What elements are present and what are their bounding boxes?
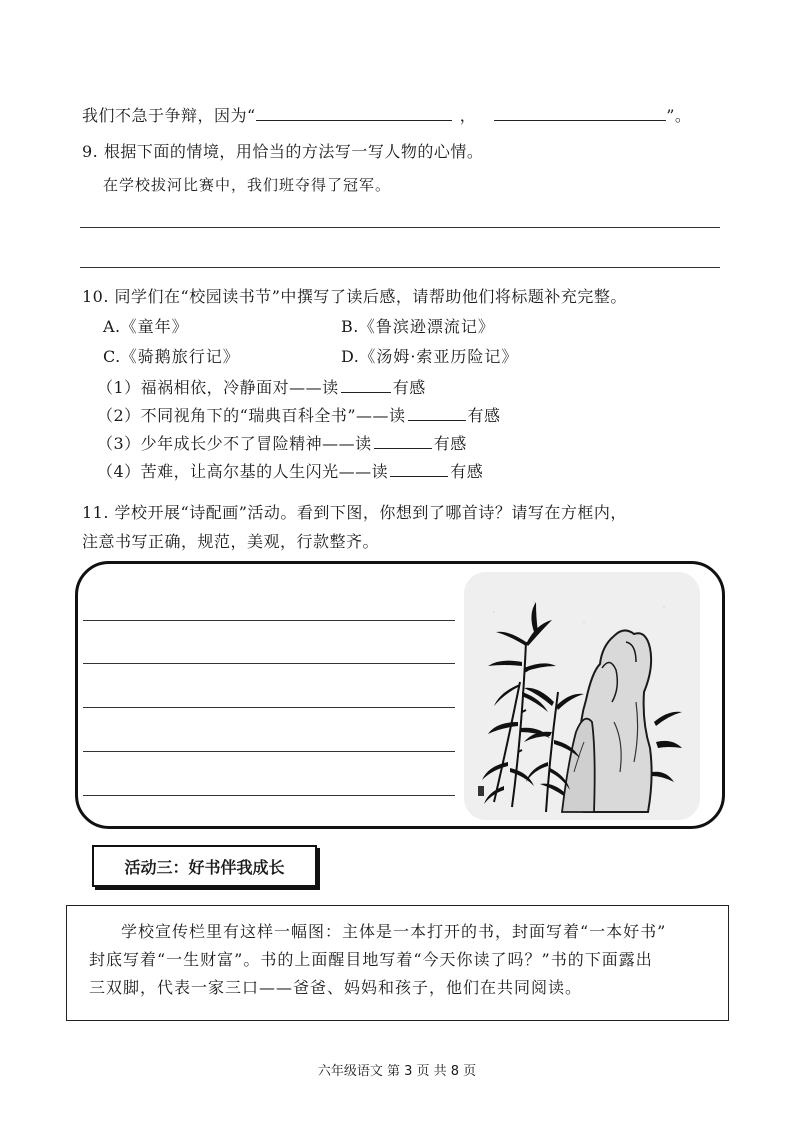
q8-lead-text: 我们不急于争辩，因为“ — [82, 106, 256, 125]
item-blank[interactable] — [390, 475, 448, 477]
notice-line-3: 三双脚，代表一家三口——爸爸、妈妈和孩子，他们在共同阅读。 — [89, 978, 583, 997]
option-title: 《童年》 — [120, 317, 189, 336]
option-title: 《鲁滨逊漂流记》 — [358, 317, 495, 336]
q10-item-4 — [97, 459, 483, 482]
item-suffix: 有感 — [433, 434, 467, 453]
q10-option-b — [341, 314, 495, 337]
item-suffix: 有感 — [392, 378, 426, 397]
q8-comma: ， — [459, 106, 477, 125]
option-letter: A. — [103, 317, 121, 336]
poem-line-4[interactable] — [83, 751, 455, 752]
notice-line-2: 封底写着“一生财富”。书的上面醒目地写着“今天你读了吗？”书的下面露出 — [89, 950, 653, 969]
item-text: （4）苦难，让高尔基的人生闪光——读 — [97, 462, 389, 481]
poem-line-5[interactable] — [83, 795, 455, 796]
option-letter: C. — [103, 347, 121, 366]
option-title: 《骑鹅旅行记》 — [120, 347, 240, 366]
option-letter: D. — [341, 347, 360, 366]
item-suffix: 有感 — [450, 462, 484, 481]
q8-close: ”。 — [666, 106, 692, 125]
page-footer: 六年级语文 第 3 页 共 8 页 — [317, 1064, 477, 1079]
q10-option-a — [103, 314, 189, 337]
poem-line-1[interactable] — [83, 620, 455, 621]
option-title: 《汤姆·索亚历险记》 — [359, 347, 519, 366]
q8-answer-line — [82, 103, 691, 126]
q11-prompt-line-2: 注意书写正确，规范，美观，行款整齐。 — [82, 532, 380, 551]
activity-3-label: 活动三：好书伴我成长 — [124, 857, 285, 877]
q10-item-2 — [97, 403, 501, 426]
bamboo-rock-illustration — [464, 572, 700, 820]
bulletin-description-box — [66, 905, 729, 1021]
q9-prompt: 9. 根据下面的情境，用恰当的方法写一写人物的心情。 — [82, 142, 484, 161]
q10-item-1 — [97, 375, 426, 398]
item-text: （3）少年成长少不了冒险精神——读 — [97, 434, 372, 453]
q9-scenario: 在学校拔河比赛中，我们班夺得了冠军。 — [103, 176, 392, 194]
q9-answer-line-2[interactable] — [80, 267, 720, 268]
option-letter: B. — [341, 317, 359, 336]
item-text: （1）福祸相依，冷静面对——读 — [97, 378, 339, 397]
poem-line-3[interactable] — [83, 707, 455, 708]
q10-option-c — [103, 344, 240, 367]
item-text: （2）不同视角下的“瑞典百科全书”——读 — [97, 406, 406, 425]
item-blank[interactable] — [408, 419, 466, 421]
item-blank[interactable] — [374, 447, 432, 449]
q10-item-3 — [97, 431, 467, 454]
poem-line-2[interactable] — [83, 663, 455, 664]
q8-blank-1[interactable] — [256, 119, 452, 121]
q10-prompt: 10. 同学们在“校园读书节”中撰写了读后感，请帮助他们将标题补充完整。 — [82, 287, 627, 306]
q8-blank-2[interactable] — [494, 119, 666, 121]
item-suffix: 有感 — [467, 406, 501, 425]
activity-3-tag — [92, 845, 317, 887]
q9-answer-line-1[interactable] — [80, 227, 720, 228]
q10-option-d — [341, 344, 518, 367]
q11-prompt-line-1: 11. 学校开展“诗配画”活动。看到下图，你想到了哪首诗？请写在方框内， — [82, 503, 627, 522]
notice-line-1: 学校宣传栏里有这样一幅图：主体是一本打开的书，封面写着“一本好书” — [121, 922, 667, 941]
bamboo-rock-painting — [464, 572, 700, 820]
item-blank[interactable] — [341, 391, 391, 393]
